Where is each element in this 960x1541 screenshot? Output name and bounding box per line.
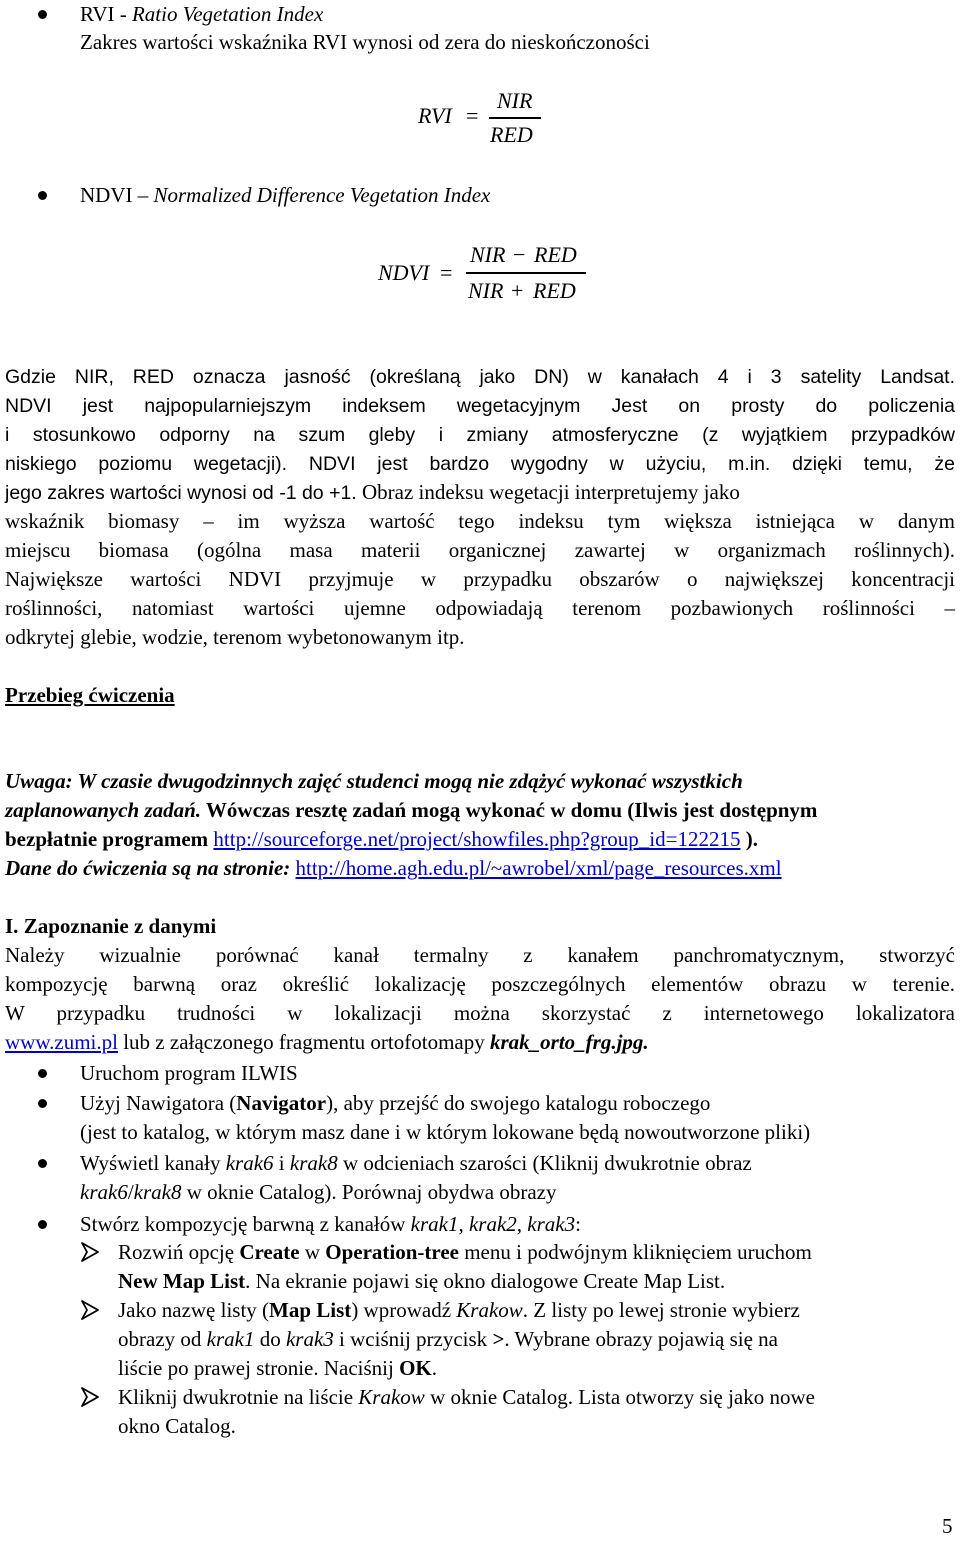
note-line: Dane do ćwiczenia są na stronie: http://home.agh.edu.pl/~awrobel/xml/page_resources.xml bbox=[5, 856, 782, 880]
step-3-detail: krak6/krak8 w oknie Catalog). Porównaj obydwa obrazy bbox=[80, 1180, 557, 1204]
text-line: Należy wizualnie porównać kanał termalny z kanałem panchromatycznym, stworzyć bbox=[5, 943, 955, 967]
text-line: wskaźnik biomasy – im wyższa wartość tego indeksu tym większa istniejąca w danym bbox=[5, 509, 955, 533]
bullet-icon bbox=[38, 10, 47, 19]
substep-2-cont: liście po prawej stronie. Naciśnij OK. bbox=[118, 1356, 438, 1380]
text-line: kompozycję barwną oraz określić lokalizację poszczególnych elementów obrazu w terenie. bbox=[5, 972, 955, 996]
substep-2-cont: obrazy od krak1 do krak3 i wciśnij przycisk >. Wybrane obrazy pojawią się na bbox=[118, 1327, 778, 1351]
bullet-icon bbox=[38, 191, 47, 200]
ndvi-abbr: NDVI bbox=[80, 183, 133, 207]
zumi-link[interactable]: www.zumi.pl bbox=[5, 1030, 118, 1054]
text-line: niskiego poziomu wegetacji). NDVI jest bardzo wygodny w użyciu, m.in. dzięki temu, że bbox=[5, 453, 955, 475]
text-line: Największe wartości NDVI przyjmuje w przypadku obszarów o największej koncentracji bbox=[5, 567, 955, 591]
text-line: jego zakres wartości wynosi od -1 do +1. Obraz indeksu wegetacji interpretujemy jako bbox=[5, 480, 740, 504]
bullet-icon bbox=[38, 1099, 47, 1108]
text-line: W przypadku trudności w lokalizacji można skorzystać z internetowego lokalizatora bbox=[5, 1001, 955, 1025]
rvi-formula-numerator: NIR bbox=[497, 88, 533, 113]
arrow-bullet-icon bbox=[80, 1386, 100, 1408]
ndvi-num-b: RED bbox=[534, 242, 577, 267]
section-heading: Przebieg ćwiczenia bbox=[5, 683, 175, 707]
ndvi-num-op: − bbox=[513, 242, 526, 267]
rvi-description: Zakres wartości wskaźnika RVI wynosi od zera do nieskończoności bbox=[80, 30, 650, 54]
section-1-heading: I. Zapoznanie z danymi bbox=[5, 914, 217, 938]
step-2-detail: (jest to katalog, w którym masz dane i w którym lokowane będą nowoutworzone pliki) bbox=[80, 1120, 811, 1144]
step-2: Użyj Nawigatora (Navigator), aby przejść do swojego katalogu roboczego bbox=[80, 1091, 711, 1115]
sourceforge-link[interactable]: http://sourceforge.net/project/showfiles.php?group_id=122215 bbox=[213, 827, 741, 851]
step-1: Uruchom program ILWIS bbox=[80, 1061, 298, 1085]
text-line: www.zumi.pl lub z załączonego fragmentu ortofotomapy krak_orto_frg.jpg. bbox=[5, 1030, 649, 1054]
note-line: zaplanowanych zadań. Wówczas resztę zadań mogą wykonać w domu (Ilwis jest dostępnym bbox=[5, 798, 818, 822]
rvi-abbr: RVI bbox=[80, 2, 115, 26]
ndvi-den-a: NIR bbox=[468, 278, 504, 303]
text-line: NDVI jest najpopularniejszym indeksem wegetacyjnym Jest on prosty do policzenia bbox=[5, 395, 955, 417]
substep-3-cont: okno Catalog. bbox=[118, 1414, 236, 1438]
ndvi-den-b: RED bbox=[533, 278, 576, 303]
rvi-formula-lhs: RVI bbox=[418, 103, 452, 128]
rvi-fraction-bar bbox=[489, 117, 541, 119]
rvi-name: Ratio Vegetation Index bbox=[131, 2, 324, 26]
arrow-bullet-icon bbox=[80, 1299, 100, 1321]
substep-2: Jako nazwę listy (Map List) wprowadź Krakow. Z listy po lewej stronie wybierz bbox=[118, 1298, 800, 1322]
bullet-icon bbox=[38, 1069, 47, 1078]
ndvi-den-op: + bbox=[511, 278, 524, 303]
substep-1: Rozwiń opcję Create w Operation-tree menu i podwójnym kliknięciem uruchom bbox=[118, 1240, 812, 1264]
text-line: roślinności, natomiast wartości ujemne odpowiadają terenom pozbawionych roślinności – bbox=[5, 596, 955, 620]
note-line: Uwaga: W czasie dwugodzinnych zajęć studenci mogą nie zdążyć wykonać wszystkich bbox=[5, 769, 743, 793]
text-line: odkrytej glebie, wodzie, terenom wybetonowanym itp. bbox=[5, 625, 465, 649]
bullet-icon bbox=[38, 1159, 47, 1168]
page-number: 5 bbox=[942, 1514, 953, 1538]
substep-1-cont: New Map List. Na ekranie pojawi się okno dialogowe Create Map List. bbox=[118, 1269, 726, 1293]
text-line: i stosunkowo odporny na szum gleby i zmiany atmosferyczne (z wyjątkiem przypadków bbox=[5, 424, 955, 446]
rvi-title: RVI - Ratio Vegetation Index bbox=[80, 2, 324, 26]
resources-link[interactable]: http://home.agh.edu.pl/~awrobel/xml/page_resources.xml bbox=[295, 856, 782, 880]
ndvi-fraction-bar bbox=[466, 272, 586, 274]
step-4: Stwórz kompozycję barwną z kanałów krak1, krak2, krak3: bbox=[80, 1212, 581, 1236]
step-3: Wyświetl kanały krak6 i krak8 w odcieniach szarości (Kliknij dwukrotnie obraz bbox=[80, 1151, 752, 1175]
rvi-formula-eq: = bbox=[466, 103, 479, 128]
ndvi-formula-lhs: NDVI bbox=[378, 260, 430, 285]
text-line: miejscu biomasa (ogólna masa materii organicznej zawartej w organizmach roślinnych). bbox=[5, 538, 955, 562]
ndvi-formula-eq: = bbox=[440, 260, 453, 285]
ndvi-title: NDVI – Normalized Difference Vegetation Index bbox=[80, 183, 491, 207]
substep-3: Kliknij dwukrotnie na liście Krakow w oknie Catalog. Lista otworzy się jako nowe bbox=[118, 1385, 815, 1409]
note-line: bezpłatnie programem http://sourceforge.net/project/showfiles.php?group_id=122215 ). bbox=[5, 827, 758, 851]
ndvi-name: Normalized Difference Vegetation Index bbox=[153, 183, 491, 207]
ndvi-num-a: NIR bbox=[470, 242, 506, 267]
bullet-icon bbox=[38, 1220, 47, 1229]
rvi-formula-denominator: RED bbox=[490, 122, 533, 147]
text-line: Gdzie NIR, RED oznacza jasność (określaną jako DN) w kanałach 4 i 3 satelity Landsat. bbox=[5, 366, 955, 388]
arrow-bullet-icon bbox=[80, 1241, 100, 1263]
